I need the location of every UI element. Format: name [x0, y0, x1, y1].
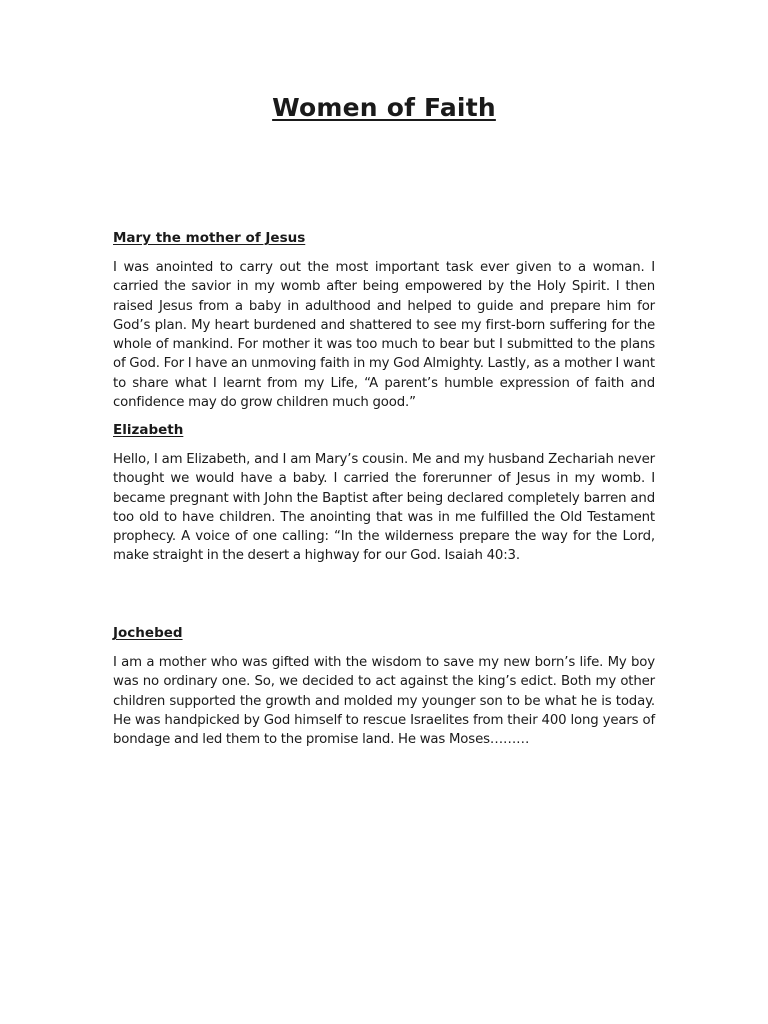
section-mary — [113, 229, 655, 412]
section-body-mary: I was anointed to carry out the most important task ever given to a woman. I carried the savior in my womb after being empowered by the Holy Spirit. I then raised Jesus from a baby in adulthood and helped to guide and prepare him for God’s plan. My heart burdened and shattered to see my first-born suffering for the whole of mankind. For mother it was too much to bear but I submitted to the plans of God. For I have an unmoving faith in my God Almighty. Lastly, as a mother I want to share what I learnt from my Life, “A parent’s humble expression of faith and confidence may do grow children much good.” — [113, 260, 655, 411]
section-heading-elizabeth: Elizabeth — [113, 422, 184, 438]
section-body-jochebed: I am a mother who was gifted with the wisdom to save my new born’s life. My boy was no ordinary one. So, we decided to act against the king’s edict. Both my other children supported the growth and molded my younger son to be what he is today. He was handpicked by God himself to rescue Israelites from their 400 long years of bondage and led them to the promise land. He was Moses……… — [113, 655, 655, 748]
section-jochebed — [113, 624, 655, 749]
page-title: Women of Faith — [272, 93, 496, 122]
section-heading-jochebed: Jochebed — [113, 625, 183, 641]
section-body-elizabeth: Hello, I am Elizabeth, and I am Mary’s cousin. Me and my husband Zechariah never thought we would have a baby. I carried the forerunner of Jesus in my womb. I became pregnant with John the Baptist after being declared completely barren and too old to have children. The anointing that was in me fulfilled the Old Testament prophecy. A voice of one calling: “In the wilderness prepare the way for the Lord, make straight in the desert a highway for our God. Isaiah 40:3. — [113, 452, 655, 564]
section-heading-mary: Mary the mother of Jesus — [113, 230, 306, 246]
section-elizabeth — [113, 421, 655, 566]
